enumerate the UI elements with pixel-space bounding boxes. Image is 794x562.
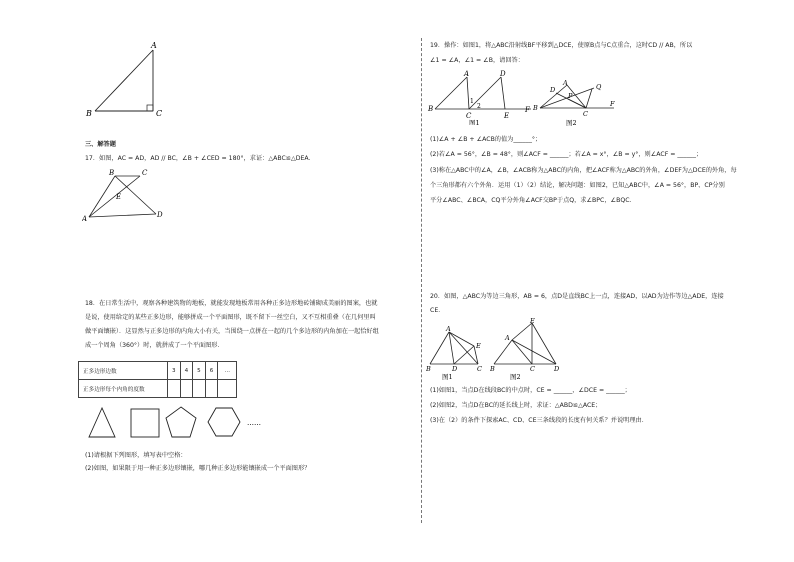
table-cell-blank — [180, 380, 193, 398]
table-header-angle: 正多边形每个内角的度数 — [79, 380, 168, 398]
q18-sub1: (1)请根据下列图形，填写表中空格： — [85, 452, 187, 459]
q17-figure — [82, 165, 172, 225]
q20-fig2-caption: 图2 — [510, 373, 521, 380]
q19-figure-1 — [427, 67, 537, 125]
table-cell: 4 — [180, 362, 193, 380]
table-cell-blank — [193, 380, 206, 398]
q19f2-label-a: A — [563, 80, 568, 87]
q19-sub3-line1: (3)称在△ABC中的∠A，∠B，∠ACB称为△ABC的内角，把∠ACF称为△ABC的外角，∠DEF为△DCE的外角，每 — [430, 167, 737, 174]
q17-text: 17．如图，AC = AD，AD // BC，∠B + ∠CED = 180°，求证：△ABC≌△DEA． — [85, 155, 315, 162]
q19f1-label-d: D — [500, 70, 506, 78]
q17-label-a: A — [82, 215, 88, 223]
q19f1-label-e: E — [504, 112, 510, 120]
q19f1-label-1: 1 — [470, 98, 474, 105]
q19f2-label-q: Q — [596, 83, 602, 91]
q20f1-label-e: E — [476, 342, 481, 350]
q18-line1: 18．在日常生活中，观察各种建筑物的地板，就能发现地板常用各种正多边形地砖铺砌成美丽的图案，也就 — [85, 300, 378, 307]
q19f1-label-2: 2 — [477, 103, 481, 110]
polygon-shapes-figure — [85, 404, 275, 442]
q19f2-label-b: B — [533, 104, 538, 112]
column-divider — [421, 38, 422, 523]
table-row — [79, 362, 237, 380]
q19f2-label-c: C — [583, 110, 588, 118]
q18-sub2: (2)如图，如果限于用一种正多边形镶嵌，哪几种正多边形能镶嵌成一个平面图形？ — [85, 465, 311, 472]
q19f1-label-f: F — [525, 106, 530, 114]
q20-sub3: (3)在（2）的条件下探索AC、CD、CE三条线段的长度有何关系？并说明理由． — [430, 417, 648, 424]
section-heading: 三、解答题 — [85, 141, 116, 148]
table-header-sides: 正多边形边数 — [79, 362, 168, 380]
q19f1-label-a: A — [464, 70, 470, 78]
q19-fig2-caption: 图2 — [566, 119, 577, 127]
q20f1-label-c: C — [477, 365, 482, 373]
table-row — [79, 380, 237, 398]
q20f2-label-b: B — [490, 365, 495, 373]
q19-line1: 19．操作：如图1，将△ABC沿射线BF平移到△DCE，使原B点与C点重合，这时CD // AB，所以 — [430, 42, 693, 49]
q17-label-e: E — [116, 193, 122, 201]
q19f1-label-b: B — [428, 105, 434, 113]
q19-line2: ∠1 = ∠A，∠1 = ∠B，请回答： — [430, 57, 524, 64]
q17-label-b: B — [109, 169, 115, 177]
table-cell-blank — [168, 380, 181, 398]
table-cell-blank — [218, 380, 237, 398]
table-cell: 3 — [168, 362, 181, 380]
q19-fig1-caption: 图1 — [469, 119, 480, 125]
q18-line3: 做平面镶嵌）．这显然与正多边形的内角大小有关，当围绕一点拼在一起的几个多边形的内角加在一起恰好组 — [85, 328, 379, 335]
q19-sub3-line3: 平分∠ABC、∠BCA，CQ平分外角∠ACF交BP于点Q，求∠BPC，∠BQC． — [430, 197, 636, 204]
q18-line4: 成一个周角（360°）时，就拼成了一个平面图形． — [85, 342, 224, 349]
q19f2-label-p: P — [568, 92, 573, 100]
square-shape — [131, 409, 159, 437]
q20-figure-1 — [426, 322, 490, 380]
q20f1-label-b: B — [426, 365, 431, 373]
q20f1-label-a: A — [446, 325, 451, 333]
q19-sub2: (2)若∠A = 56°，∠B = 48°，则∠ACF = ______；若∠A = x°，∠B = y°，则∠ACF = ______； — [430, 151, 703, 158]
q20-figure-2 — [490, 318, 566, 380]
q19-sub3-line2: 个三角形都有六个外角．运用（1）（2）结论，解决问题：如图2，已知△ABC中，∠A = 56°，BP、CP分别 — [430, 182, 725, 189]
q20-line2: CE． — [430, 307, 445, 314]
q20f2-label-e: E — [530, 318, 535, 325]
q19-sub1: (1)∠A + ∠B + ∠ACB的值为______°； — [430, 136, 542, 143]
q20f2-label-d: D — [554, 365, 560, 373]
label-c: C — [156, 109, 163, 118]
q20f2-label-c: C — [530, 365, 535, 373]
hexagon-shape — [208, 408, 240, 436]
triangle-shape — [89, 408, 115, 437]
q19f2-label-d: D — [550, 86, 556, 94]
q20-sub2: (2)如图2，当点D在BC的延长线上时，求证：△ABD≌△ACE； — [430, 402, 602, 409]
table-cell-blank — [205, 380, 218, 398]
pentagon-shape — [166, 407, 196, 437]
q20f2-label-a: A — [505, 334, 510, 342]
q17-label-c: C — [142, 169, 148, 177]
label-a: A — [151, 41, 157, 50]
table-cell: 6 — [205, 362, 218, 380]
q20-fig1-caption: 图1 — [442, 373, 453, 380]
q20-line1: 20．如图，△ABC为等边三角形，AB = 6，点D是直线BC上一点，连接AD，以AD为边作等边△ADE，连接 — [430, 293, 724, 300]
q19f1-label-c: C — [466, 112, 472, 120]
q19f2-label-f: F — [610, 100, 615, 108]
table-cell: 5 — [193, 362, 206, 380]
q18-line2: 是说，使用给定的某些正多边形，能够拼成一个平面图形，既不留下一丝空白，又不互相重叠（在几何里叫 — [85, 314, 376, 321]
q17-label-d: D — [157, 211, 163, 219]
label-b: B — [86, 109, 92, 118]
top-right-triangle-figure — [85, 38, 165, 120]
q20-sub1: (1)如图1，当点D在线段BC的中点时，CE = ______，∠DCE = ______； — [430, 387, 631, 394]
q19-figure-2 — [532, 80, 618, 128]
polygon-table — [78, 361, 237, 398]
q20f1-label-d: D — [452, 365, 458, 373]
table-cell: … — [218, 362, 237, 380]
shapes-ellipsis: …… — [247, 419, 261, 427]
